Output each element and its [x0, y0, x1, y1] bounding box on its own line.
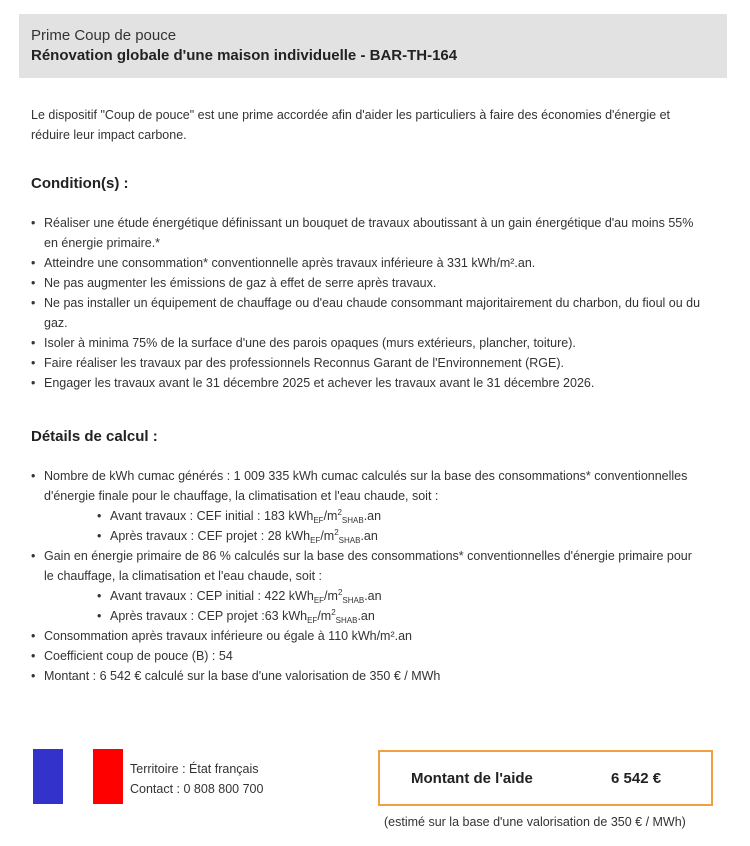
- unit-an: .an: [363, 509, 382, 523]
- unit-ep: EF: [307, 616, 318, 625]
- unit-m: /m: [323, 509, 338, 523]
- detail-item-consumption: • Consommation après travaux inférieure ou égale à 110 kWh/m².an: [31, 626, 701, 646]
- unit-sup: 2: [337, 588, 343, 597]
- unit-sup: 2: [331, 608, 336, 617]
- cef-before: Avant travaux : CEF initial : 183 kWh: [110, 509, 314, 523]
- conditions-list: [31, 213, 701, 393]
- conditions-title: Condition(s) :: [31, 175, 129, 192]
- aid-note: (estimé sur la base d'une valorisation de 350 € / MWh): [384, 815, 686, 829]
- condition-item: • Faire réaliser les travaux par des professionnels Reconnus Garant de l'Environnement (RGE).: [31, 353, 701, 373]
- detail-subitem: [97, 506, 701, 526]
- unit-shab: SHAB: [338, 536, 361, 545]
- unit-ep: EF: [313, 596, 325, 605]
- unit-shab: SHAB: [335, 616, 358, 625]
- detail-subitem: [97, 526, 701, 546]
- contact-label: Contact : 0 808 800 700: [130, 782, 264, 796]
- aid-label: Montant de l'aide: [411, 769, 533, 787]
- territory-info: [130, 759, 263, 799]
- unit-sup: 2: [337, 508, 342, 517]
- detail-item-gain-primary: [31, 546, 701, 626]
- unit-sup: 2: [334, 528, 339, 537]
- condition-item: • Isoler à minima 75% de la surface d'une des parois opaques (murs extérieurs, plancher, toiture).: [31, 333, 701, 353]
- condition-item: • Atteindre une consommation* conventionnelle après travaux inférieure à 331 kWh/m².an.: [31, 253, 701, 273]
- detail-text: Gain en énergie primaire de 86 % calculés sur la base des consommations* conventionnelles d'énergie primaire pour le chauffage, la climatisation et l'eau chaude, soit :: [44, 549, 692, 583]
- aid-value: 6 542 €: [611, 769, 662, 787]
- page-title: Rénovation globale d'une maison individuelle - BAR-TH-164: [31, 47, 458, 64]
- cef-sublist: [44, 506, 701, 546]
- unit-an: .an: [360, 529, 378, 543]
- unit-shab: SHAB: [342, 596, 365, 605]
- unit-an: .an: [364, 589, 382, 603]
- condition-item: • Réaliser une étude énergétique définissant un bouquet de travaux aboutissant à un gain énergétique d'au moins 55% en énergie primaire.*: [31, 213, 701, 253]
- condition-item: • Ne pas installer un équipement de chauffage ou d'eau chaude consommant majoritairement du charbon, du fioul ou du gaz.: [31, 293, 701, 333]
- detail-subitem: [97, 606, 701, 626]
- cep-before: Avant travaux : CEP initial : 422 kWh: [110, 589, 314, 603]
- details-title: Détails de calcul :: [31, 428, 158, 445]
- details-list: [31, 466, 701, 686]
- unit-m: /m: [324, 589, 338, 603]
- unit-ep: EF: [310, 536, 321, 545]
- intro-paragraph: Le dispositif "Coup de pouce" est une prime accordée afin d'aider les particuliers à faire des économies d'énergie et réduire leur impact carbone.: [31, 108, 671, 142]
- cep-sublist: [44, 586, 701, 626]
- detail-subitem: [97, 586, 701, 606]
- condition-item: • Ne pas augmenter les émissions de gaz à effet de serre après travaux.: [31, 273, 701, 293]
- page-header: [19, 14, 727, 78]
- page-subtitle: Prime Coup de pouce: [31, 27, 177, 44]
- unit-shab: SHAB: [341, 516, 364, 525]
- flag-blue-stripe: [33, 749, 63, 804]
- condition-item: • Engager les travaux avant le 31 décembre 2025 et achever les travaux avant le 31 décembre 2026.: [31, 373, 701, 393]
- unit-m: /m: [317, 609, 332, 623]
- detail-item-coefficient: • Coefficient coup de pouce (B) : 54: [31, 646, 701, 666]
- unit-ep: EF: [313, 516, 324, 525]
- unit-m: /m: [320, 529, 335, 543]
- cef-after: Après travaux : CEF projet : 28 kWh: [110, 529, 311, 543]
- aid-amount-box: [378, 750, 713, 806]
- detail-text: Nombre de kWh cumac générés : 1 009 335 kWh cumac calculés sur la base des consommations* conventionnelles d'énergie finale pour le chauffage, la climatisation et l'eau chaude, soit :: [44, 469, 688, 503]
- detail-item-kwh-cumac: [31, 466, 701, 546]
- unit-an: .an: [357, 609, 375, 623]
- detail-item-amount: • Montant : 6 542 € calculé sur la base d'une valorisation de 350 € / MWh: [31, 666, 701, 686]
- territory-label: Territoire : État français: [130, 762, 259, 776]
- flag-red-stripe: [93, 749, 123, 804]
- cep-after: Après travaux : CEP projet :63 kWh: [110, 609, 308, 623]
